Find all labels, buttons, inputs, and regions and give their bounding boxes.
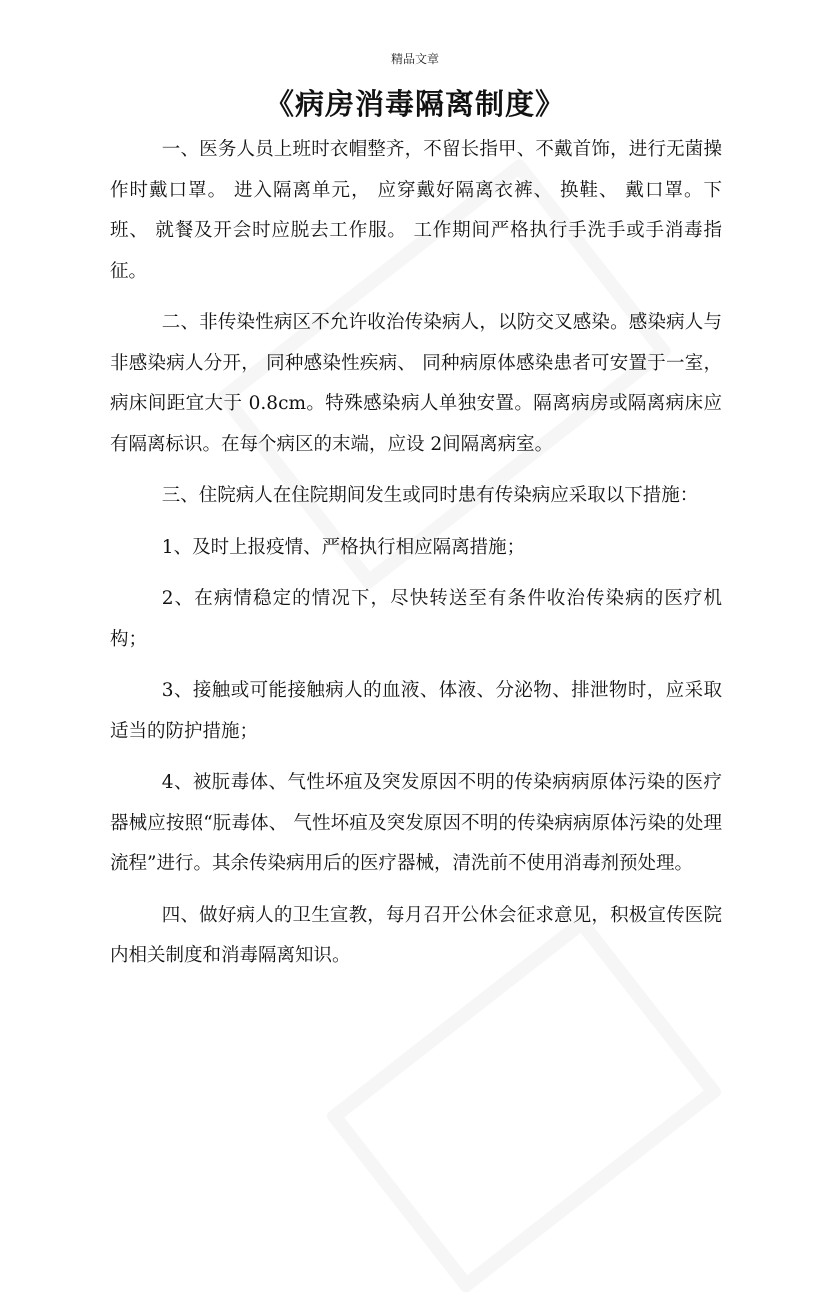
paragraph-2: 二、非传染性病区不允许收治传染病人，以防交叉感染。感染病人与非感染病人分开， 同种感染性疾病、 同种病原体感染患者可安置于一室，病床间距宜大于 0.8cm。特殊感染病人单独安置。隔离病房或隔离病床应有隔离标识。在每个病区的末端，应设 2间隔离病室。 xyxy=(110,312,722,455)
list-item-4: 4、被朊毒体、气性坏疽及突发原因不明的传染病病原体污染的医疗器械应按照“朊毒体、 气性坏疽及突发原因不明的传染病病原体污染的处理流程”进行。其余传染病用后的医疗器械，清洗前不使用消毒剂预处理。 xyxy=(110,772,722,874)
paragraph-1: 一、医务人员上班时衣帽整齐，不留长指甲、不戴首饰，进行无菌操作时戴口罩。 进入隔离单元， 应穿戴好隔离衣裤、 换鞋、 戴口罩。下班、 就餐及开会时应脱去工作服。 工作期间严格执行手洗手或手消毒指征。 xyxy=(110,139,722,282)
paragraph-3: 三、住院病人在住院期间发生或同时患有传染病应采取以下措施： xyxy=(161,485,699,506)
document-title: 《病房消毒隔离制度》 xyxy=(264,87,565,121)
page-header: 精品文章 xyxy=(390,52,439,66)
paragraph-4: 四、做好病人的卫生宣教，每月召开公休会征求意见，积极宣传医院内相关制度和消毒隔离知识。 xyxy=(110,904,722,966)
document-body xyxy=(110,130,722,988)
list-item-2: 2、在病情稳定的情况下，尽快转送至有条件收治传染病的医疗机构； xyxy=(110,588,722,650)
list-item-3: 3、接触或可能接触病人的血液、体液、分泌物、排泄物时，应采取适当的防护措施； xyxy=(110,680,722,742)
list-item-1: 1、及时上报疫情、严格执行相应隔离措施； xyxy=(161,536,526,558)
